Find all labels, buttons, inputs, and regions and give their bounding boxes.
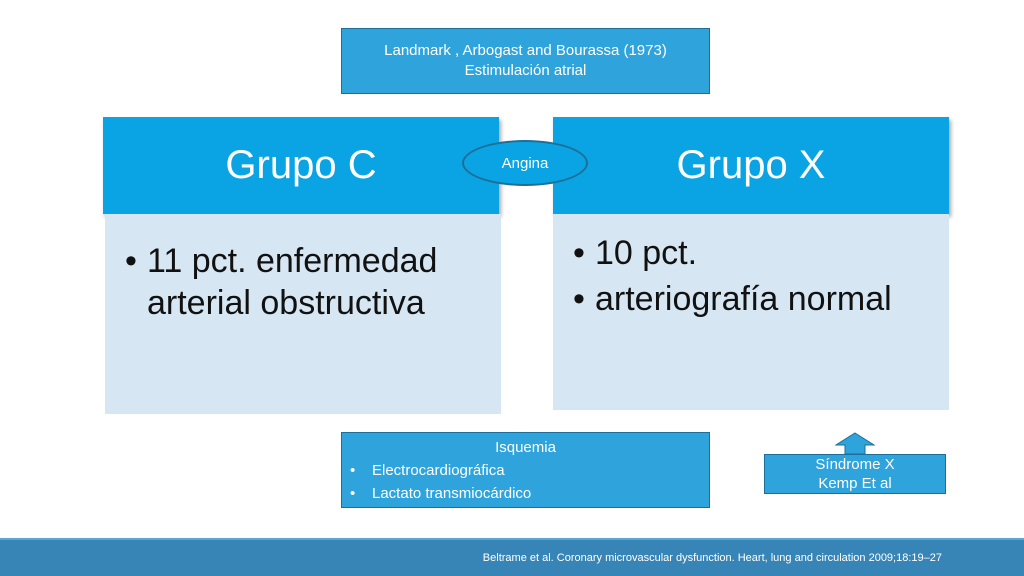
group-c-title: Grupo C [225,143,377,187]
angina-ellipse [462,140,588,186]
group-c-bullet-text: 11 pct. enfermedad arterial obstructiva [147,242,438,322]
bullet-dot: • [350,485,356,502]
group-x-header [553,117,949,214]
isquemia-item-text: Electrocardiográfica [372,462,505,479]
isquemia-box [341,432,710,508]
bullet-dot: • [125,242,137,280]
sindrome-x-line1: Síndrome X [815,456,895,473]
isquemia-item [342,459,709,482]
study-citation-line1: Landmark , Arbogast and Bourassa (1973) [384,42,667,59]
sindrome-x-box [764,454,946,494]
sindrome-x-line2: Kemp Et al [818,475,892,492]
isquemia-item-text: Lactato transmiocárdico [372,485,532,502]
bullet-dot: • [573,280,585,318]
study-citation-box [341,28,710,94]
footer-citation: Beltrame et al. Coronary microvascular dysfunction. Heart, lung and circulation 2009;18:19–27 [482,552,942,564]
group-c-body [105,214,501,414]
group-x-bullet [573,232,931,274]
angina-label: Angina [501,154,549,172]
bullet-dot: • [573,234,585,272]
study-citation-line2: Estimulación atrial [464,62,587,79]
group-x-bullet-text: arteriografía normal [595,280,892,318]
footer-bar [0,538,1024,576]
arrow-up-icon [835,432,875,454]
group-x-bullet-text: 10 pct. [595,234,698,272]
bullet-dot: • [350,462,356,479]
group-c-bullet [125,240,483,324]
group-x-bullet [573,278,931,320]
group-c-header [103,117,499,214]
group-x-title: Grupo X [676,143,826,187]
isquemia-title: Isquemia [495,439,556,456]
group-x-body [553,214,949,410]
isquemia-item [342,482,709,505]
